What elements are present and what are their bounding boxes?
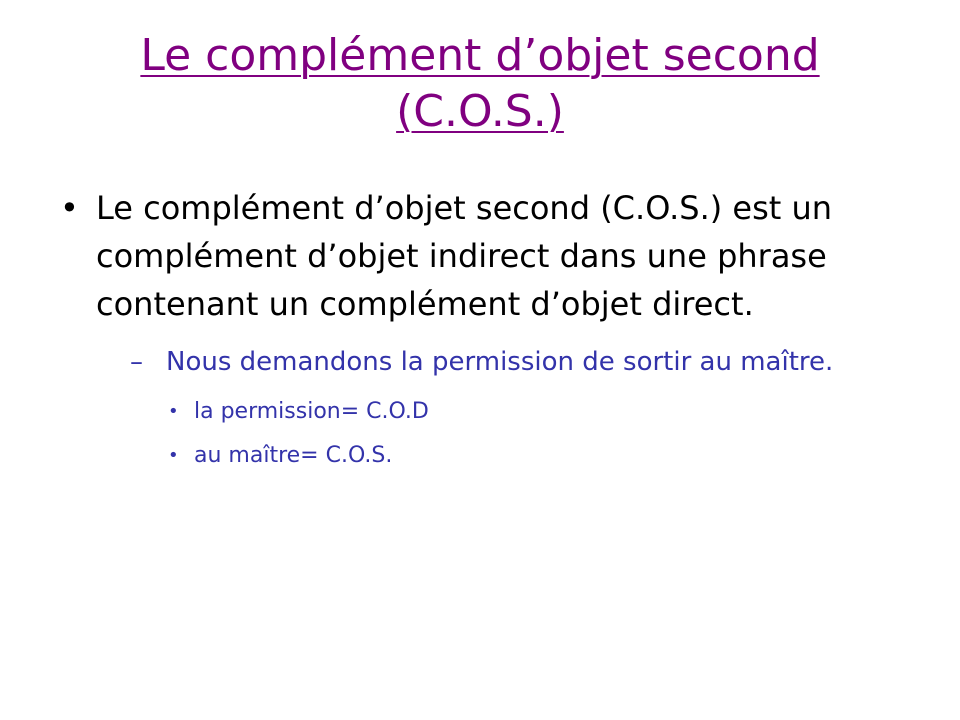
main-bullet-text: Le complément d’objet second (C.O.S.) est un complément d’objet indirect dans une phrase contenant un complément d’objet direct. <box>96 189 833 323</box>
title-line-1: Le complément d’objet second <box>140 30 820 81</box>
analysis-text: la permission= C.O.D <box>194 399 429 424</box>
example-text: Nous demandons la permission de sortir au maître. <box>166 347 834 377</box>
bullet-marker: • <box>60 189 79 227</box>
analysis-text: au maître= C.O.S. <box>194 443 393 468</box>
bullet-marker: • <box>168 445 179 466</box>
example-item <box>130 342 866 382</box>
analysis-item-cod <box>168 394 910 430</box>
analysis-item-cos <box>168 438 910 474</box>
slide-title <box>60 28 900 140</box>
title-line-2: (C.O.S.) <box>396 86 564 137</box>
dash-marker: – <box>130 347 143 377</box>
main-bullet <box>60 184 910 328</box>
bullet-list <box>60 184 910 474</box>
bullet-marker: • <box>168 401 179 422</box>
